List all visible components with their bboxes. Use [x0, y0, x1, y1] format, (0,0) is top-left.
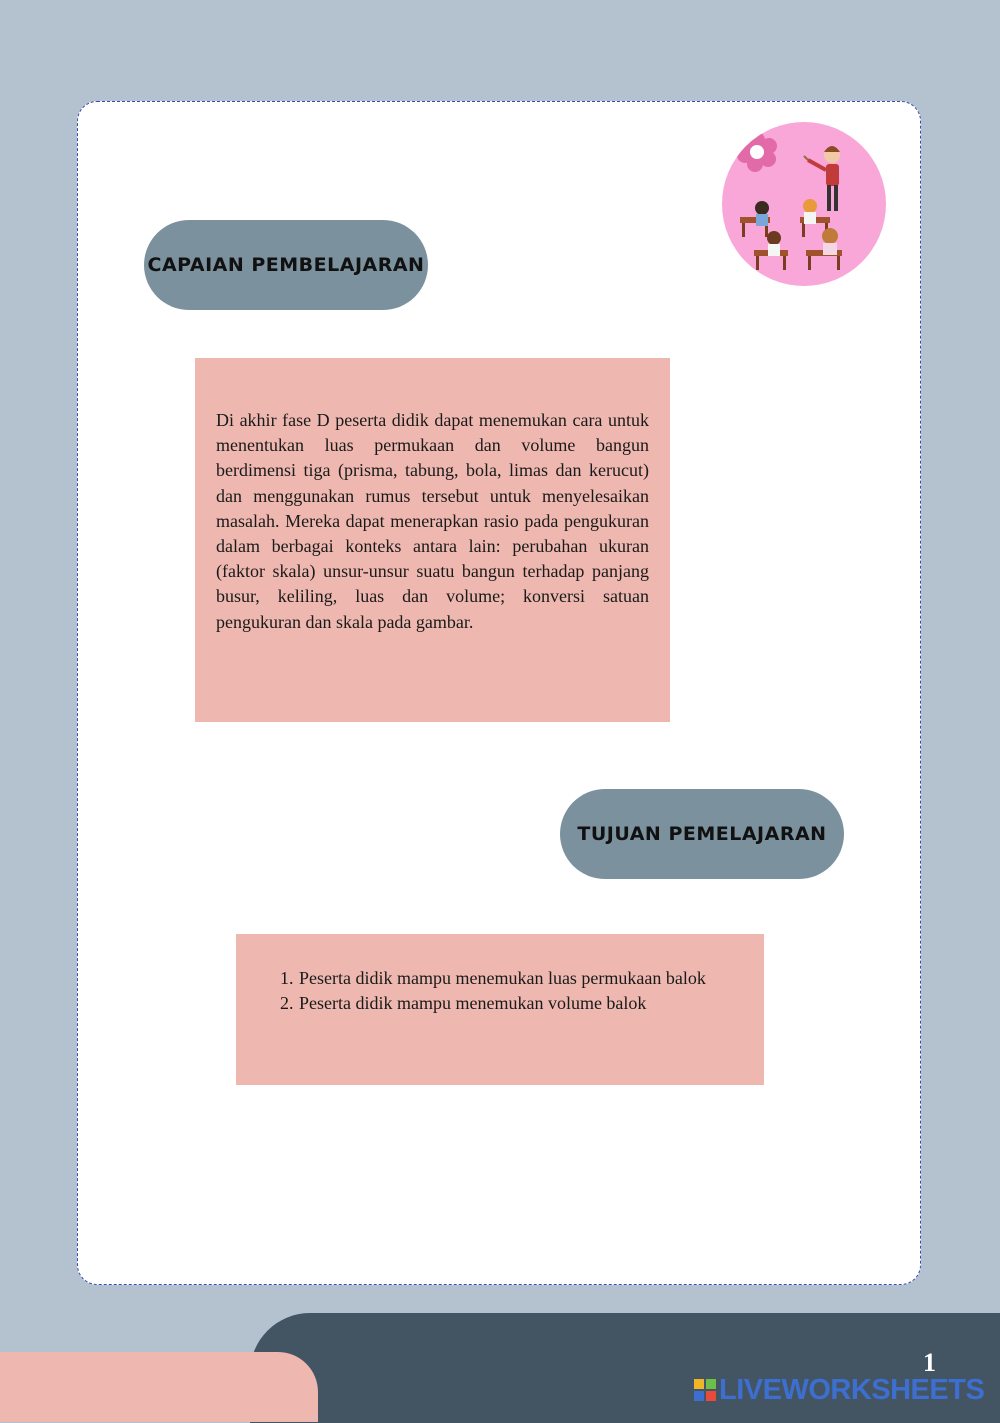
list-item-text: Peserta didik mampu menemukan luas permukaan balok [299, 968, 706, 988]
brand-name: LIVEWORKSHEETS [719, 1373, 985, 1406]
capaian-text-box [195, 358, 670, 722]
tujuan-text-box [236, 934, 764, 1085]
footer-band [250, 1313, 1000, 1423]
classroom-teacher-icon [722, 122, 886, 286]
list-item-text: Peserta didik mampu menemukan volume balok [299, 993, 647, 1014]
list-item-number: 2. [280, 993, 294, 1014]
liveworksheets-logo[interactable] [694, 1374, 984, 1406]
list-item [280, 966, 732, 991]
page-number: 1 [923, 1348, 936, 1377]
liveworksheets-grid-icon [694, 1379, 716, 1401]
section-heading-tujuan: TUJUAN PEMELAJARAN [560, 789, 844, 879]
section-heading-capaian: CAPAIAN PEMBELAJARAN [144, 220, 428, 310]
classroom-illustration [722, 122, 886, 286]
list-item [280, 991, 732, 1016]
list-item-number: 1. [280, 968, 294, 988]
footer-accent [0, 1352, 318, 1422]
capaian-paragraph: Di akhir fase D peserta didik dapat menemukan cara untuk menentukan luas permukaan dan volume bangun berdimensi tiga (prisma, tabung, bola, limas dan kerucut) dan menggunakan rumus tersebut untuk menyelesaikan masalah. Mereka dapat menerapkan rasio pada pengukuran dalam berbagai konteks antara lain: perubahan ukuran (faktor skala) unsur-unsur suatu bangun terhadap panjang busur, keliling, luas dan volume; konversi satuan pengukuran dan skala pada gambar. [216, 410, 649, 632]
